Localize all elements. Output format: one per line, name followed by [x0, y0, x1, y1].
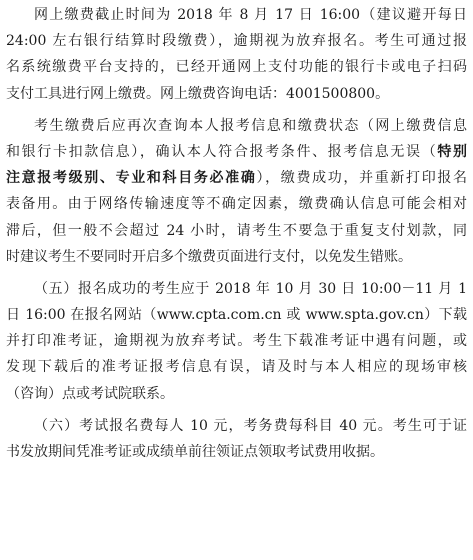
text-line: 表备用。由于网络传输速度等不确定因素，缴费确认信息可能会相对	[6, 196, 467, 213]
emphasis-text: 注意报考级别、专业和科目务必准确	[6, 170, 257, 187]
text-line: 日 16:00 在报名网站（www.cpta.com.cn 或 www.spta.gov.cn）下载	[6, 307, 467, 324]
text-line: （五）报名成功的考生应于 2018 年 10 月 30 日 10:00－11 月 1	[34, 280, 467, 297]
text-line: 考生缴费后应再次查询本人报考信息和缴费状态（网上缴费信息	[34, 117, 467, 134]
text-segment: ），缴费成功，并重新打印报名	[256, 170, 467, 187]
text-line	[6, 165, 467, 191]
text-line: 书发放期间凭准考证或成绩单前往领证点领取考试费用收据。	[6, 444, 384, 460]
text-line: （六）考试报名费每人 10 元，考务费每科目 40 元。考生可于证	[34, 417, 467, 434]
paragraph-payment-deadline	[6, 2, 467, 107]
text-line	[6, 139, 467, 165]
text-line: 支付工具进行网上缴费。网上缴费咨询电话：4001500800。	[6, 85, 390, 102]
text-line: 滞后，但一般不会超过 24 小时，请考生不要急于重复支付划款，同	[6, 222, 467, 239]
text-line: 并打印准考证，逾期视为放弃考试。考生下载准考证中遇有问题，或	[6, 333, 467, 350]
text-line: 时建议考生不要同时开启多个缴费页面进行支付，以免发生错账。	[6, 248, 412, 265]
text-line: 名系统缴费平台支持的，已经开通网上支付功能的银行卡或电子扫码	[6, 59, 467, 76]
text-line: （咨询）点或考试院联系。	[6, 385, 174, 402]
paragraph-admission-ticket	[6, 276, 467, 407]
text-segment: 和银行卡扣款信息），确认本人符合报考条件、报考信息无误（	[6, 143, 438, 160]
text-line: 网上缴费截止时间为 2018 年 8 月 17 日 16:00（建议避开每日	[34, 7, 467, 23]
paragraph-fees	[6, 413, 467, 465]
paragraph-payment-check	[6, 113, 467, 270]
emphasis-text: 特别	[437, 143, 467, 160]
text-line: 24:00 左右银行结算时段缴费），逾期视为放弃报名。考生可通过报	[6, 33, 467, 50]
text-line: 发现下载后的准考证报考信息有误，请及时与本人相应的现场审核	[6, 359, 467, 376]
